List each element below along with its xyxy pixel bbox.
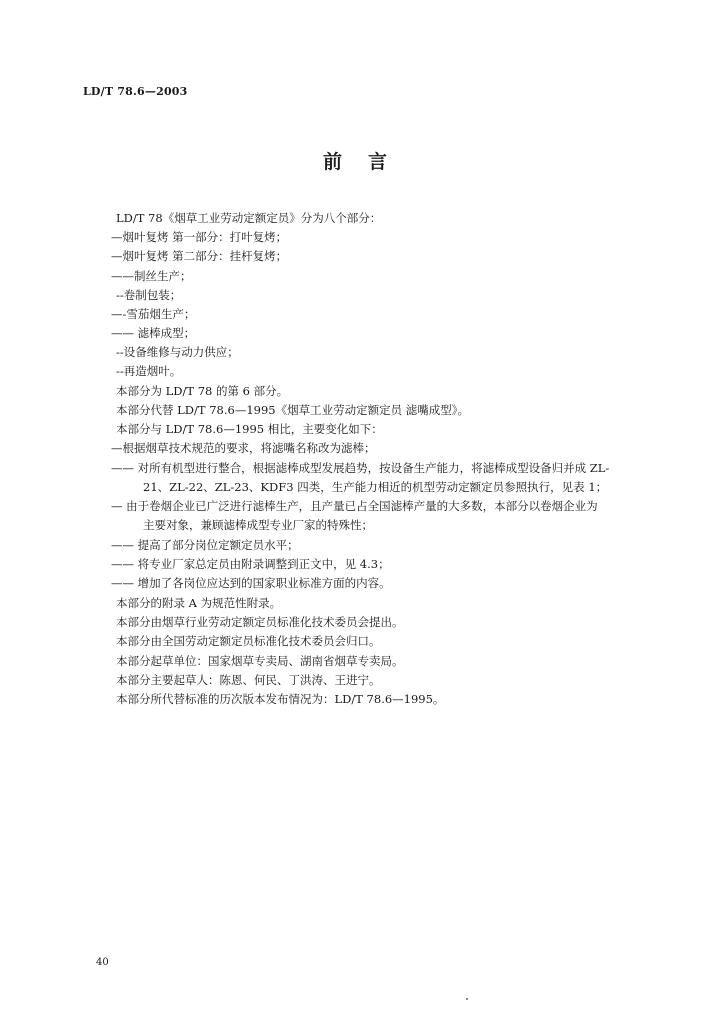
closing-line: 本部分由全国劳动定额定员标准化技术委员会归口。 <box>116 634 381 648</box>
change-item: —— 提高了部分岗位定额定员水平； <box>111 538 299 552</box>
part-item: —烟叶复烤 第一部分：打叶复烤； <box>111 230 288 244</box>
page-number: 40 <box>96 957 109 968</box>
change-item: — 由于卷烟企业已广泛进行滤棒生产，且产量已占全国滤棒产量的大多数，本部分以卷烟企业为 <box>111 499 598 513</box>
closing-line: 本部分起草单位：国家烟草专卖局、湖南省烟草专卖局。 <box>116 654 404 668</box>
change-item: —— 将专业厂家总定员由附录调整到正文中，见 4.3； <box>111 557 390 571</box>
part-item: --卷制包装； <box>116 288 182 302</box>
scan-artifact <box>466 998 468 1000</box>
closing-line: 本部分所代替标准的历次版本发布情况为：LD/T 78.6—1995。 <box>116 692 445 706</box>
change-item-continuation: 主要对象，兼顾滤棒成型专业厂家的特殊性； <box>143 518 373 532</box>
change-item: —— 增加了各岗位应达到的国家职业标准方面的内容。 <box>111 576 391 590</box>
part-item: --再造烟叶。 <box>116 364 182 378</box>
part-item: —烟叶复烤 第二部分：挂杆复烤； <box>111 249 288 263</box>
statement-line: 本部分代替 LD/T 78.6—1995《烟草工业劳动定额定员 滤嘴成型》。 <box>116 403 469 417</box>
statement-line: 本部分为 LD/T 78 的第 6 部分。 <box>116 384 289 398</box>
page-title: 前言 <box>322 151 413 173</box>
part-item: --设备维修与动力供应； <box>116 345 239 359</box>
part-item: ——制丝生产； <box>111 269 192 283</box>
statement-line: 本部分与 LD/T 78.6—1995 相比，主要变化如下： <box>116 422 383 436</box>
part-item: —-雪茄烟生产； <box>111 307 196 321</box>
change-item: —— 对所有机型进行整合，根据滤棒成型发展趋势，按设备生产能力，将滤棒成型设备归并成 ZL- <box>111 461 610 475</box>
change-item-continuation: 21、ZL-22、ZL-23、KDF3 四类，生产能力相近的机型劳动定额定员参照执行，见表 1； <box>143 480 608 494</box>
intro-line: LD/T 78《烟草工业劳动定额定员》分为八个部分： <box>116 211 382 225</box>
closing-line: 本部分由烟草行业劳动定额定员标准化技术委员会提出。 <box>116 615 404 629</box>
closing-line: 本部分主要起草人：陈恩、何民、丁洪涛、王进宁。 <box>116 673 381 687</box>
change-item: —根据烟草技术规范的要求，将滤嘴名称改为滤棒； <box>111 441 376 455</box>
part-item: —— 滤棒成型； <box>111 326 196 340</box>
closing-line: 本部分的附录 A 为规范性附录。 <box>116 596 282 610</box>
standard-code-header: LD/T 78.6—2003 <box>83 85 188 98</box>
